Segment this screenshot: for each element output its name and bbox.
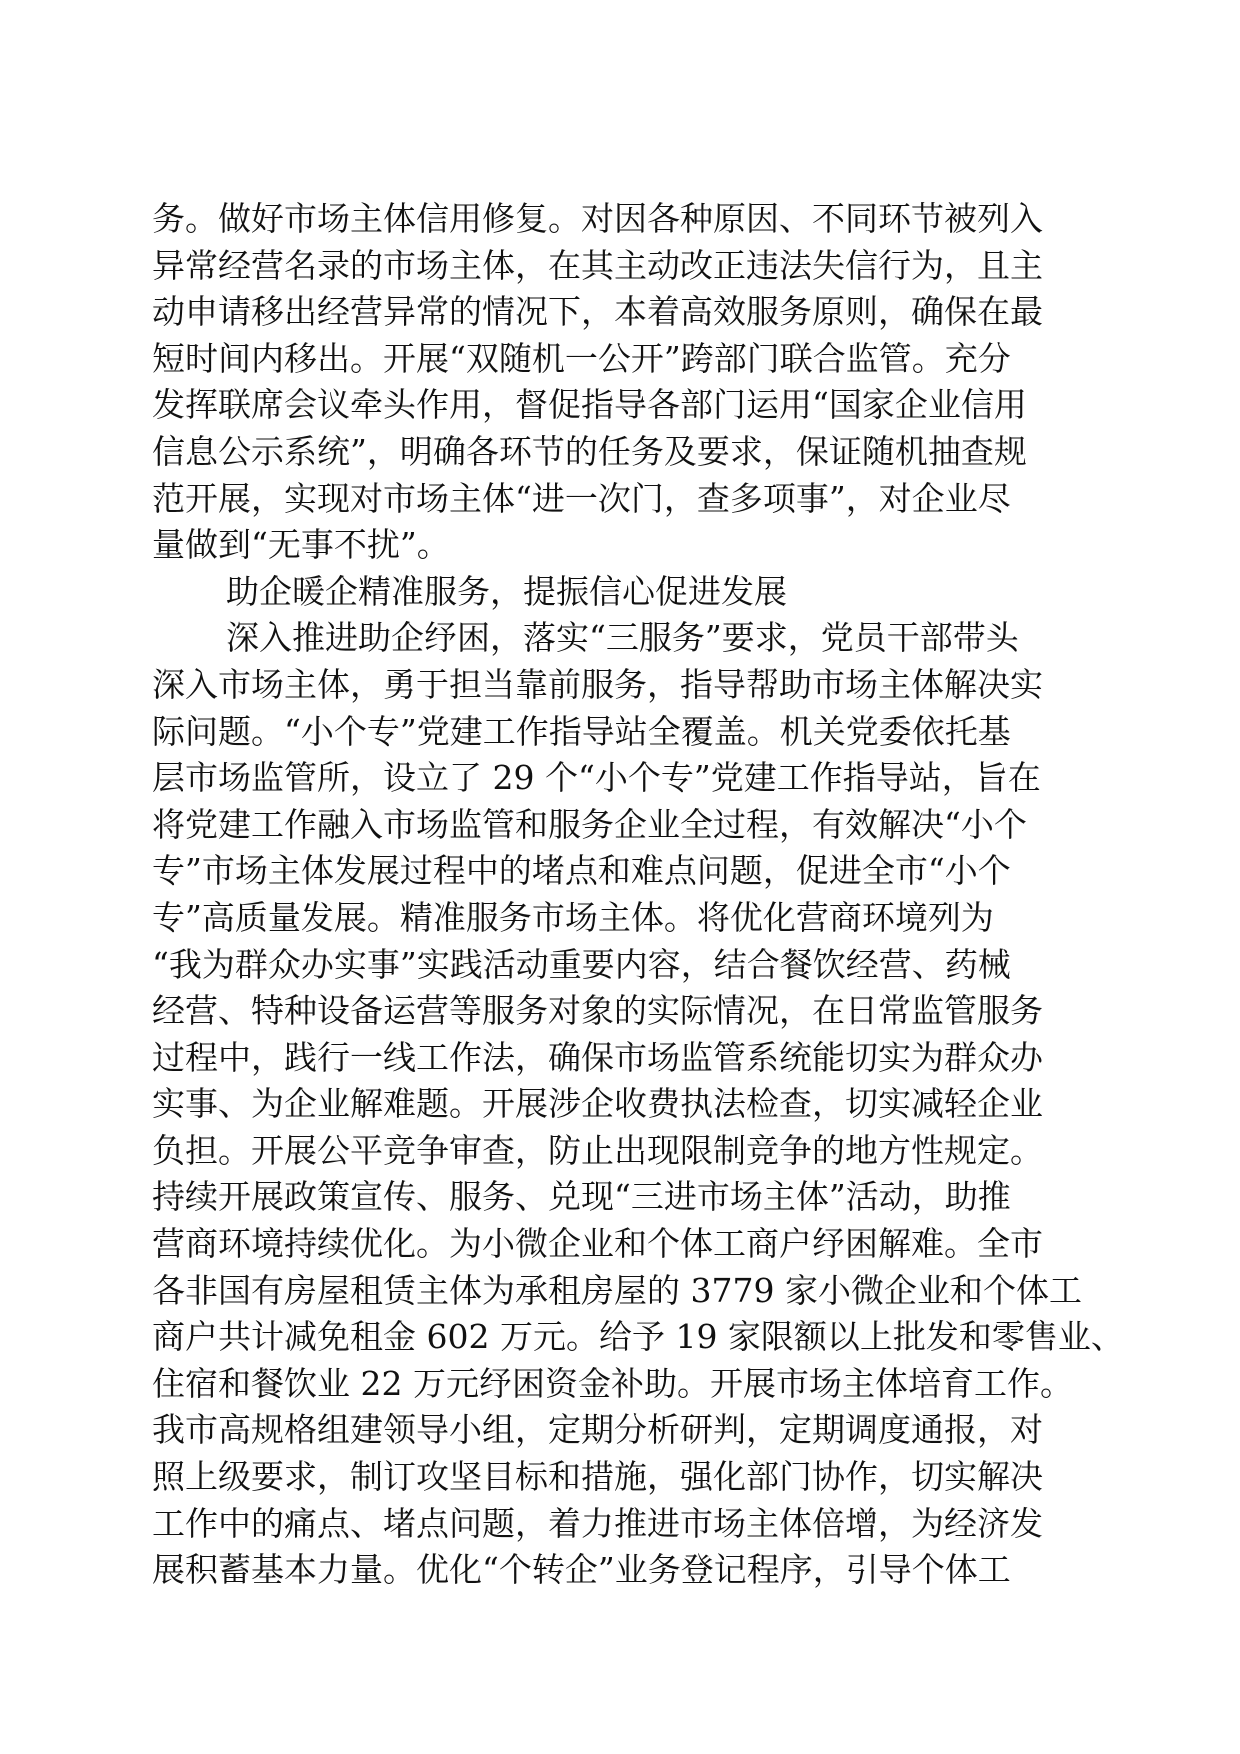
text-line: 短时间内移出。开展“双随机一公开”跨部门联合监管。充分 bbox=[152, 338, 1011, 378]
text-line: 商户共计减免租金 602 万元。给予 19 家限额以上批发和零售业、 bbox=[152, 1317, 1124, 1357]
text-line: 负担。开展公平竞争审查，防止出现限制竞争的地方性规定。 bbox=[152, 1130, 1043, 1170]
text-line: “我为群众办实事”实践活动重要内容，结合餐饮经营、药械 bbox=[152, 944, 1011, 984]
text-line: 过程中，践行一线工作法，确保市场监管系统能切实为群众办 bbox=[152, 1037, 1043, 1077]
text-line: 专”市场主体发展过程中的堵点和难点问题，促进全市“小个 bbox=[152, 851, 1011, 891]
text-line: 工作中的痛点、堵点问题，着力推进市场主体倍增，为经济发 bbox=[152, 1503, 1043, 1543]
text-line: 深入推进助企纾困，落实“三服务”要求，党员干部带头 bbox=[226, 618, 1019, 658]
text-line: 际问题。“小个专”党建工作指导站全覆盖。机关党委依托基 bbox=[152, 711, 1011, 751]
text-line: 营商环境持续优化。为小微企业和个体工商户纾困解难。全市 bbox=[152, 1224, 1043, 1264]
text-line: 层市场监管所，设立了 29 个“小个专”党建工作指导站，旨在 bbox=[152, 758, 1041, 798]
text-line: 持续开展政策宣传、服务、兑现“三进市场主体”活动，助推 bbox=[152, 1177, 1011, 1217]
text-line: 动申请移出经营异常的情况下，本着高效服务原则，确保在最 bbox=[152, 292, 1043, 332]
text-line: 展积蓄基本力量。优化“个转企”业务登记程序，引导个体工 bbox=[152, 1550, 1011, 1590]
text-line: 范开展，实现对市场主体“进一次门，查多项事”，对企业尽 bbox=[152, 478, 1011, 518]
text-line: 信息公示系统”，明确各环节的任务及要求，保证随机抽查规 bbox=[152, 431, 1027, 471]
text-line: 住宿和餐饮业 22 万元纾困资金补助。开展市场主体培育工作。 bbox=[152, 1363, 1073, 1403]
text-line: 务。做好市场主体信用修复。对因各种原因、不同环节被列入 bbox=[152, 199, 1043, 238]
text-line: 深入市场主体，勇于担当靠前服务，指导帮助市场主体解决实 bbox=[152, 664, 1043, 704]
text-line: 我市高规格组建领导小组，定期分析研判，定期调度通报，对 bbox=[152, 1410, 1043, 1450]
text-line: 照上级要求，制订攻坚目标和措施，强化部门协作，切实解决 bbox=[152, 1457, 1043, 1497]
text-line: 将党建工作融入市场监管和服务企业全过程，有效解决“小个 bbox=[152, 804, 1027, 844]
text-line: 各非国有房屋租赁主体为承租房屋的 3779 家小微企业和个体工 bbox=[152, 1270, 1082, 1310]
text-line: 发挥联席会议牵头作用，督促指导各部门运用“国家企业信用 bbox=[152, 385, 1027, 425]
text-line: 经营、特种设备运营等服务对象的实际情况，在日常监管服务 bbox=[152, 991, 1043, 1031]
text-line: 实事、为企业解难题。开展涉企收费执法检查，切实减轻企业 bbox=[152, 1084, 1043, 1124]
text-line: 异常经营名录的市场主体，在其主动改正违法失信行为，且主 bbox=[152, 245, 1043, 285]
body-text bbox=[152, 196, 1124, 1594]
section-heading: 助企暖企精准服务，提振信心促进发展 bbox=[226, 571, 787, 611]
paragraph-2 bbox=[152, 615, 1124, 1593]
paragraph-1 bbox=[152, 196, 1082, 569]
text-line: 量做到“无事不扰”。 bbox=[152, 525, 450, 565]
text-line: 专”高质量发展。精准服务市场主体。将优化营商环境列为 bbox=[152, 897, 994, 937]
